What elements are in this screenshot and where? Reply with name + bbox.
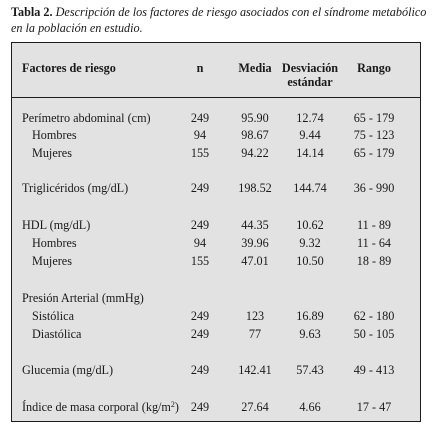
row-rango: 75 - 123 xyxy=(353,128,395,142)
row-label: Hombres xyxy=(32,128,77,142)
row-n: 155 xyxy=(190,254,210,268)
row-media: 123 xyxy=(245,309,265,323)
row-rango: 17 - 47 xyxy=(356,400,392,414)
row-desviacion: 12.74 xyxy=(296,111,324,125)
imc-label-text: Índice de masa corporal (kg/m xyxy=(22,400,171,414)
row-desviacion: 9.44 xyxy=(299,128,321,142)
row-rango: 18 - 89 xyxy=(356,254,392,268)
row-label: Glucemia (mg/dL) xyxy=(22,363,114,377)
row-label: Triglicéridos (mg/dL) xyxy=(22,181,129,195)
row-media: 47.01 xyxy=(241,254,269,268)
header-factores: Factores de riesgo xyxy=(22,61,116,75)
row-desviacion: 10.50 xyxy=(296,254,324,268)
row-media: 198.52 xyxy=(238,181,272,195)
row-label: Hombres xyxy=(32,236,77,250)
row-n: 249 xyxy=(190,327,210,341)
row-label: Sistólica xyxy=(32,309,74,323)
risk-factors-table xyxy=(11,42,421,422)
imc-label-tail: ) xyxy=(174,400,179,414)
row-media: 27.64 xyxy=(241,400,269,414)
header-desviacion-line1: Desviación xyxy=(281,61,339,75)
row-media: 142.41 xyxy=(238,363,272,377)
row-media: 77 xyxy=(248,327,262,341)
row-n: 94 xyxy=(193,128,207,142)
row-label: Perímetro abdominal (cm) xyxy=(22,111,151,125)
row-n: 249 xyxy=(190,363,210,377)
header-media: Media xyxy=(238,61,272,75)
row-rango: 49 - 413 xyxy=(353,363,395,377)
row-label xyxy=(22,400,179,414)
header-desviacion-line2: estándar xyxy=(287,75,333,89)
row-media: 39.96 xyxy=(241,236,269,250)
caption-label: Tabla 2. xyxy=(11,5,53,19)
row-media: 94.22 xyxy=(241,146,269,160)
row-rango: 11 - 89 xyxy=(356,218,392,232)
row-media: 98.67 xyxy=(241,128,269,142)
row-rango: 65 - 179 xyxy=(353,146,395,160)
caption-text: Descripción de los factores de riesgo asociados con el síndrome metabólico en la población en estudio. xyxy=(11,5,427,35)
header-n: n xyxy=(196,61,204,75)
header-rango: Rango xyxy=(357,61,391,75)
superscript-two: 2 xyxy=(170,400,175,409)
header-desviacion xyxy=(274,61,346,89)
row-rango: 65 - 179 xyxy=(353,111,395,125)
row-label: Mujeres xyxy=(32,146,72,160)
row-desviacion: 4.66 xyxy=(299,400,321,414)
table-caption xyxy=(11,4,431,36)
header-divider xyxy=(12,97,420,98)
row-rango: 36 - 990 xyxy=(353,181,395,195)
row-rango: 11 - 64 xyxy=(356,236,392,250)
row-rango: 50 - 105 xyxy=(353,327,395,341)
row-n: 249 xyxy=(190,111,210,125)
row-n: 249 xyxy=(190,218,210,232)
row-n: 249 xyxy=(190,309,210,323)
row-desviacion: 9.63 xyxy=(299,327,321,341)
row-media: 44.35 xyxy=(241,218,269,232)
row-n: 249 xyxy=(190,181,210,195)
row-n: 94 xyxy=(193,236,207,250)
row-n: 249 xyxy=(190,400,210,414)
row-label: Presión Arterial (mmHg) xyxy=(22,291,144,305)
row-desviacion: 9.32 xyxy=(299,236,321,250)
row-desviacion: 14.14 xyxy=(296,146,324,160)
row-label: Diastólica xyxy=(32,327,82,341)
row-desviacion: 10.62 xyxy=(296,218,324,232)
row-label: HDL (mg/dL) xyxy=(22,218,91,232)
row-label: Mujeres xyxy=(32,254,72,268)
row-desviacion: 16.89 xyxy=(296,309,324,323)
row-desviacion: 144.74 xyxy=(293,181,327,195)
row-n: 155 xyxy=(190,146,210,160)
row-media: 95.90 xyxy=(241,111,269,125)
row-desviacion: 57.43 xyxy=(296,363,324,377)
row-rango: 62 - 180 xyxy=(353,309,395,323)
